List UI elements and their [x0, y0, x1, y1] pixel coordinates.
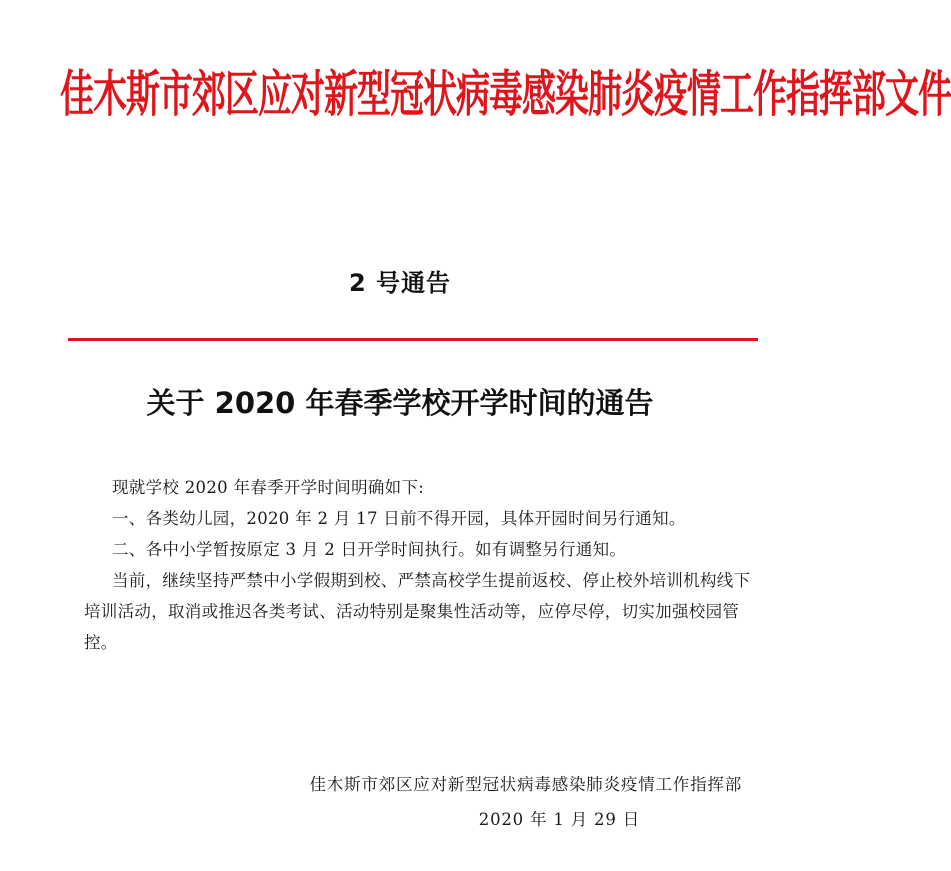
issue-date: 2020 年 1 月 29 日: [478, 810, 640, 829]
issuer-signature: 佳木斯市郊区应对新型冠状病毒感染肺炎疫情工作指挥部: [309, 775, 742, 794]
body-paragraph: 当前，继续坚持严禁中小学假期到校、严禁高校学生提前返校、停止校外培训机构线下培训活动，取消或推迟各类考试、活动特别是聚集性活动等，应停尽停，切实加强校园管控。: [84, 571, 751, 652]
body-paragraph: 一、各类幼儿园，2020 年 2 月 17 日前不得开园，具体开园时间另行通知。: [112, 509, 686, 528]
document-number: 2 号通告: [348, 269, 452, 297]
red-divider-rule: [68, 338, 758, 341]
body-paragraph: 二、各中小学暂按原定 3 月 2 日开学时间执行。如有调整另行通知。: [112, 540, 627, 559]
notice-body: [84, 472, 760, 658]
notice-title: 关于 2020 年春季学校开学时间的通告: [146, 386, 654, 420]
body-paragraph: 现就学校 2020 年春季开学时间明确如下:: [112, 478, 425, 497]
issuer-header-title: 佳木斯市郊区应对新型冠状病毒感染肺炎疫情工作指挥部文件: [60, 66, 951, 124]
